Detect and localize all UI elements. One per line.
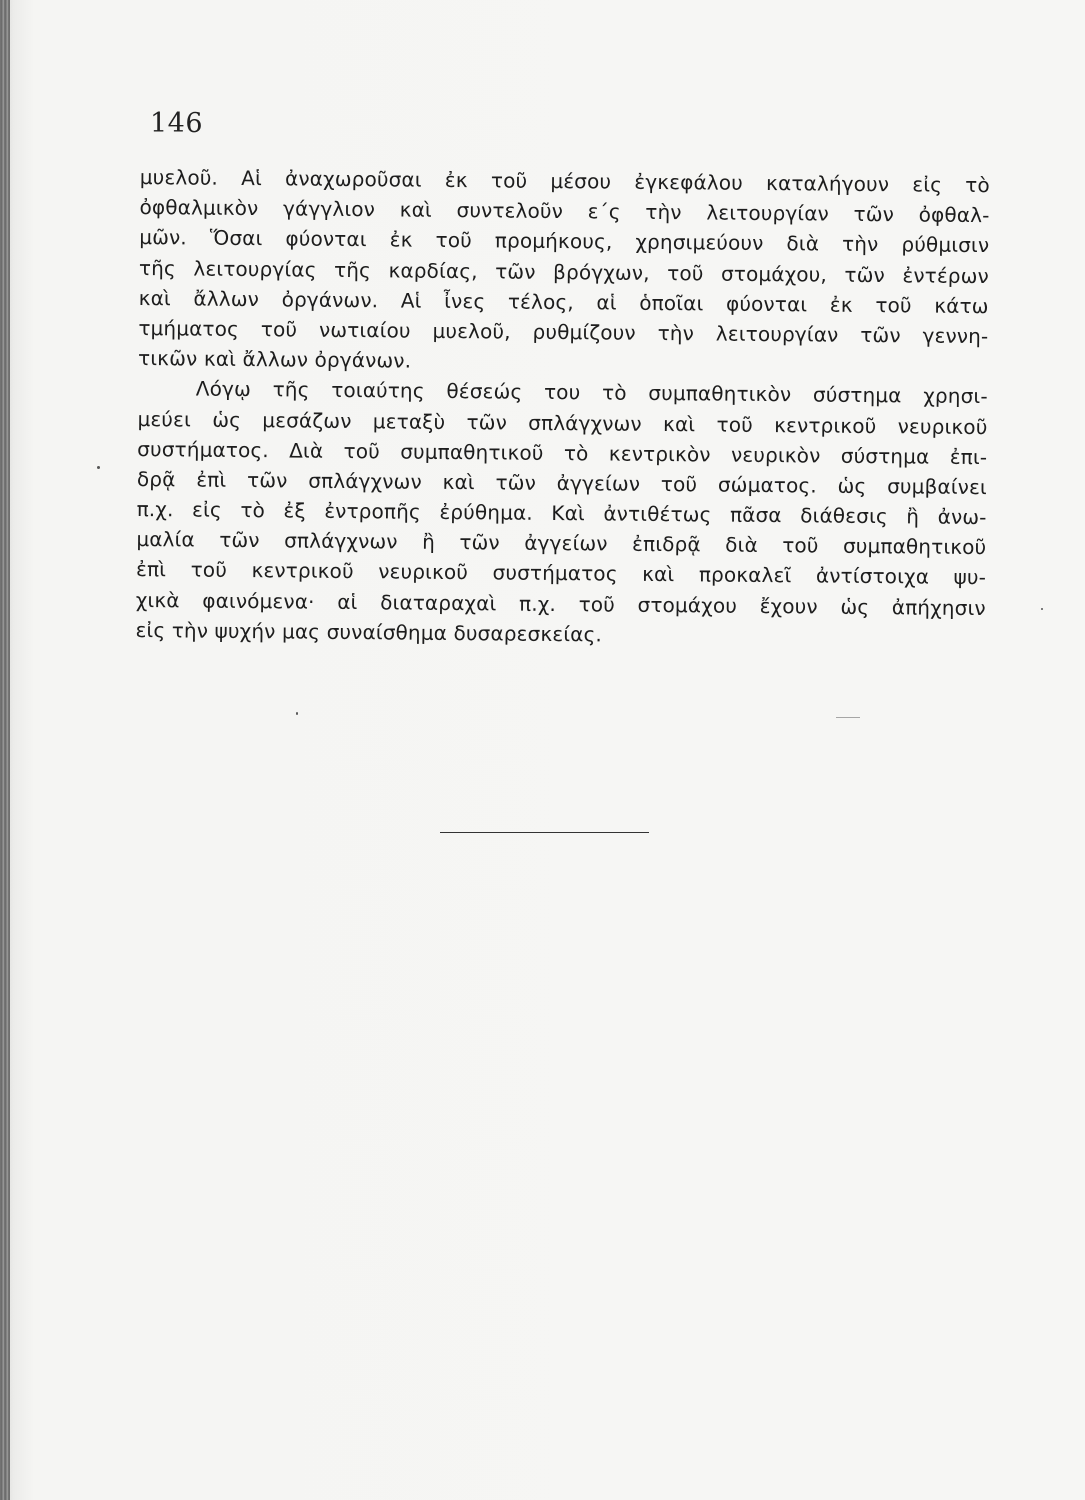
- scan-speck: [836, 717, 860, 718]
- text-line: τικῶν καὶ ἄλλων ὀργάνων.: [138, 346, 412, 373]
- scan-speck: [296, 712, 298, 715]
- text-line: εἰς τὴν ψυχήν μας συναίσθημα δυσαρεσκείας.: [135, 617, 603, 647]
- text-line: τμήματος τοῦ νωτιαίου μυελοῦ, ρυθμίζουν τὴν λειτουργίαν τῶν γεννη-: [138, 315, 989, 349]
- text-line: ὀφθαλμικὸν γάγγλιον καὶ συντελοῦν ε΄ς τὴν λειτουργίαν τῶν ὀφθαλ-: [139, 195, 990, 228]
- scan-speck: [1041, 608, 1043, 610]
- text-line: μαλία τῶν σπλάγχνων ἢ τῶν ἀγγείων ἐπιδρᾷ διὰ τοῦ συμπαθητικοῦ: [136, 527, 987, 560]
- text-line: δρᾷ ἐπὶ τῶν σπλάγχνων καὶ τῶν ἀγγείων τοῦ σώματος. ὡς συμβαίνει: [136, 466, 988, 500]
- page-number: 146: [150, 108, 204, 139]
- text-line: μυελοῦ. Αἱ ἀναχωροῦσαι ἐκ τοῦ μέσου ἐγκεφάλου καταλήγουν εἰς τὸ: [139, 164, 990, 198]
- text-line: π.χ. εἰς τὸ ἐξ ἐντροπῆς ἐρύθημα. Καὶ ἀντιθέτως πᾶσα διάθεσις ἢ ἀνω-: [136, 497, 987, 530]
- text-line: τῆς λειτουργίας τῆς καρδίας, τῶν βρόγχων, τοῦ στομάχου, τῶν ἐντέρων: [138, 255, 990, 288]
- scan-speck: [97, 466, 100, 469]
- text-line: Λόγῳ τῆς τοιαύτης θέσεώς του τὸ συμπαθητικὸν σύστημα χρησι-: [195, 376, 988, 409]
- text-line: μῶν. Ὅσαι φύονται ἐκ τοῦ προμήκους, χρησιμεύουν διὰ τὴν ρύθμισιν: [139, 225, 990, 258]
- spine-edge: [0, 0, 10, 1500]
- text-line: χικὰ φαινόμενα· αἱ διαταραχαὶ π.χ. τοῦ στομάχου ἔχουν ὡς ἀπήχησιν: [135, 587, 986, 620]
- text-line: ἐπὶ τοῦ κεντρικοῦ νευρικοῦ συστήματος καὶ προκαλεῖ ἀντίστοιχα ψυ-: [135, 557, 987, 590]
- text-line: καὶ ἄλλων ὀργάνων. Αἱ ἶνες τέλος, αἱ ὁποῖαι φύονται ἐκ τοῦ κάτω: [138, 285, 989, 318]
- text-line: μεύει ὡς μεσάζων μεταξὺ τῶν σπλάγχνων καὶ τοῦ κεντρικοῦ νευρικοῦ: [137, 406, 988, 439]
- body-text: [135, 162, 990, 653]
- paragraph-2: [135, 373, 988, 653]
- chapter-end-rule: [440, 832, 649, 833]
- paragraph-1: [138, 162, 990, 381]
- text-line: συστήματος. Διὰ τοῦ συμπαθητικοῦ τὸ κεντρικὸν νευρικὸν σύστημα ἐπι-: [137, 436, 988, 469]
